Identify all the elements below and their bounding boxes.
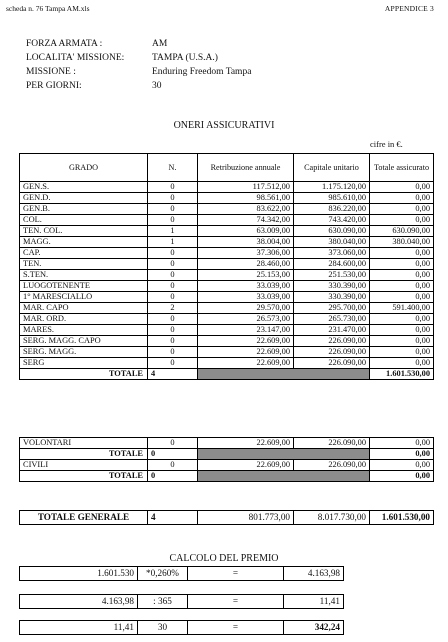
table-row bbox=[20, 281, 434, 292]
grado-cell: MAR. CAPO bbox=[20, 303, 148, 314]
capitale-cell: 380.040,00 bbox=[294, 237, 370, 248]
mission-info bbox=[26, 37, 251, 93]
file-name: scheda n. 76 Tampa AM.xls bbox=[6, 4, 90, 13]
grado-cell: SERG. MAGG. CAPO bbox=[20, 336, 148, 347]
retribuzione-cell: 23.147,00 bbox=[198, 325, 294, 336]
totale-cell: 0,00 bbox=[370, 292, 434, 303]
n-cell: 0 bbox=[148, 270, 198, 281]
grado-cell: MAR. ORD. bbox=[20, 314, 148, 325]
capitale-cell: 1.175.120,00 bbox=[294, 182, 370, 193]
info-row-localita bbox=[26, 51, 251, 65]
retribuzione-cell: 98.561,00 bbox=[198, 193, 294, 204]
capitale-cell: 295.700,00 bbox=[294, 303, 370, 314]
calc-result: 11,41 bbox=[284, 595, 344, 609]
capitale-cell: 743.420,00 bbox=[294, 215, 370, 226]
capitale-cell: 330.390,00 bbox=[294, 292, 370, 303]
total-n: 0 bbox=[148, 449, 198, 460]
total-label: TOTALE bbox=[20, 449, 148, 460]
totale-cell: 0,00 bbox=[370, 460, 434, 471]
grado-cell: S.TEN. bbox=[20, 270, 148, 281]
grado-cell: SERG. MAGG. bbox=[20, 347, 148, 358]
retribuzione-cell: 117.512,00 bbox=[198, 182, 294, 193]
header-retribuzione: Retribuzione annuale bbox=[198, 154, 294, 182]
table-row bbox=[20, 248, 434, 259]
n-cell: 0 bbox=[148, 281, 198, 292]
total-label: TOTALE bbox=[20, 369, 148, 380]
totale-cell: 0,00 bbox=[370, 358, 434, 369]
n-cell: 0 bbox=[148, 358, 198, 369]
table-row bbox=[20, 292, 434, 303]
totale-cell: 0,00 bbox=[370, 182, 434, 193]
retribuzione-cell: 83.622,00 bbox=[198, 204, 294, 215]
info-label: MISSIONE : bbox=[26, 67, 76, 77]
n-cell: 0 bbox=[148, 438, 198, 449]
info-label: PER GIORNI: bbox=[26, 81, 82, 91]
totale-cell: 0,00 bbox=[370, 325, 434, 336]
calc-equals: = bbox=[188, 567, 284, 581]
n-cell: 1 bbox=[148, 237, 198, 248]
table-row bbox=[20, 182, 434, 193]
table-row bbox=[20, 204, 434, 215]
calc-title: CALCOLO DEL PREMIO bbox=[169, 553, 279, 564]
info-value: 30 bbox=[152, 81, 162, 91]
n-cell: 0 bbox=[148, 347, 198, 358]
grado-cell: TEN. bbox=[20, 259, 148, 270]
calc-equals: = bbox=[188, 595, 284, 609]
capitale-cell: 985.610,00 bbox=[294, 193, 370, 204]
grado-cell: VOLONTARI bbox=[20, 438, 148, 449]
appendix-label: APPENDICE 3 bbox=[384, 4, 434, 13]
grado-cell: GEN.D. bbox=[20, 193, 148, 204]
n-cell: 0 bbox=[148, 314, 198, 325]
grand-total-label: TOTALE GENERALE bbox=[20, 511, 148, 525]
retribuzione-cell: 33.039,00 bbox=[198, 292, 294, 303]
shaded-cell bbox=[198, 369, 370, 380]
capitale-cell: 226.090,00 bbox=[294, 438, 370, 449]
n-cell: 0 bbox=[148, 325, 198, 336]
totale-cell: 0,00 bbox=[370, 314, 434, 325]
n-cell: 2 bbox=[148, 303, 198, 314]
n-cell: 0 bbox=[148, 336, 198, 347]
info-label: FORZA ARMATA : bbox=[26, 39, 103, 49]
total-n: 0 bbox=[148, 471, 198, 482]
retribuzione-cell: 33.039,00 bbox=[198, 281, 294, 292]
grado-cell: SERG bbox=[20, 358, 148, 369]
calc-result: 4.163,98 bbox=[284, 567, 344, 581]
totale-cell: 0,00 bbox=[370, 270, 434, 281]
info-row-missione bbox=[26, 65, 251, 79]
table-row bbox=[20, 259, 434, 270]
calc-row-2 bbox=[19, 594, 344, 609]
grado-cell: 1° MARESCIALLO bbox=[20, 292, 148, 303]
info-value: TAMPA (U.S.A.) bbox=[152, 53, 218, 63]
retribuzione-cell: 29.570,00 bbox=[198, 303, 294, 314]
totale-cell: 0,00 bbox=[370, 336, 434, 347]
grado-cell: TEN. COL. bbox=[20, 226, 148, 237]
calc-row bbox=[20, 595, 344, 609]
totale-cell: 0,00 bbox=[370, 438, 434, 449]
grand-total-row bbox=[20, 511, 434, 525]
totale-cell: 630.090,00 bbox=[370, 226, 434, 237]
table-row bbox=[20, 193, 434, 204]
totale-cell: 591.400,00 bbox=[370, 303, 434, 314]
capitale-cell: 630.090,00 bbox=[294, 226, 370, 237]
header-grado: GRADO bbox=[20, 154, 148, 182]
grand-total-capitale: 8.017.730,00 bbox=[294, 511, 370, 525]
info-label: LOCALITA' MISSIONE: bbox=[26, 53, 125, 63]
totale-cell: 0,00 bbox=[370, 193, 434, 204]
calc-operand: 4.163,98 bbox=[20, 595, 138, 609]
grand-total-retribuzione: 801.773,00 bbox=[198, 511, 294, 525]
table-row bbox=[20, 438, 434, 449]
volontari-civili-table bbox=[19, 437, 434, 482]
total-n: 4 bbox=[148, 369, 198, 380]
calc-operator: : 365 bbox=[138, 595, 188, 609]
table-row bbox=[20, 270, 434, 281]
capitale-cell: 226.090,00 bbox=[294, 358, 370, 369]
totale-cell: 0,00 bbox=[370, 248, 434, 259]
shaded-cell bbox=[198, 449, 370, 460]
n-cell: 0 bbox=[148, 292, 198, 303]
retribuzione-cell: 74.342,00 bbox=[198, 215, 294, 226]
capitale-cell: 231.470,00 bbox=[294, 325, 370, 336]
totale-cell: 0,00 bbox=[370, 215, 434, 226]
table-row bbox=[20, 460, 434, 471]
capitale-cell: 284.600,00 bbox=[294, 259, 370, 270]
grado-cell: GEN.B. bbox=[20, 204, 148, 215]
total-row bbox=[20, 369, 434, 380]
n-cell: 0 bbox=[148, 248, 198, 259]
header-totale: Totale assicurato bbox=[370, 154, 434, 182]
retribuzione-cell: 22.609,00 bbox=[198, 358, 294, 369]
grado-cell: LUOGOTENENTE bbox=[20, 281, 148, 292]
capitale-cell: 373.060,00 bbox=[294, 248, 370, 259]
n-cell: 0 bbox=[148, 182, 198, 193]
grado-cell: MAGG. bbox=[20, 237, 148, 248]
capitale-cell: 226.090,00 bbox=[294, 460, 370, 471]
info-value: Enduring Freedom Tampa bbox=[152, 67, 252, 77]
calc-operand: 1.601.530 bbox=[20, 567, 138, 581]
retribuzione-cell: 22.609,00 bbox=[198, 336, 294, 347]
retribuzione-cell: 25.153,00 bbox=[198, 270, 294, 281]
totale-cell: 380.040,00 bbox=[370, 237, 434, 248]
total-value: 1.601.530,00 bbox=[370, 369, 434, 380]
calc-row bbox=[20, 567, 344, 581]
currency-note: cifre in €. bbox=[370, 139, 403, 149]
table-header-row bbox=[20, 154, 434, 182]
calc-row-3 bbox=[19, 620, 344, 635]
calc-result: 342,24 bbox=[284, 621, 344, 635]
grado-cell: MARES. bbox=[20, 325, 148, 336]
retribuzione-cell: 22.609,00 bbox=[198, 347, 294, 358]
total-row bbox=[20, 471, 434, 482]
calc-row bbox=[20, 621, 344, 635]
header-capitale: Capitale unitario bbox=[294, 154, 370, 182]
header-n: N. bbox=[148, 154, 198, 182]
n-cell: 0 bbox=[148, 259, 198, 270]
info-value: AM bbox=[152, 39, 168, 49]
table-row bbox=[20, 347, 434, 358]
n-cell: 0 bbox=[148, 460, 198, 471]
grand-total-value: 1.601.530,00 bbox=[370, 511, 434, 525]
table-row bbox=[20, 314, 434, 325]
table-row bbox=[20, 336, 434, 347]
grand-total-n: 4 bbox=[148, 511, 198, 525]
grado-cell: GEN.S. bbox=[20, 182, 148, 193]
totale-cell: 0,00 bbox=[370, 259, 434, 270]
table-row bbox=[20, 237, 434, 248]
table-row bbox=[20, 325, 434, 336]
section-title: ONERI ASSICURATIVI bbox=[173, 120, 275, 131]
info-row-giorni bbox=[26, 79, 251, 93]
calc-operator: 30 bbox=[138, 621, 188, 635]
totale-generale-table bbox=[19, 510, 434, 525]
n-cell: 0 bbox=[148, 215, 198, 226]
total-row bbox=[20, 449, 434, 460]
total-label: TOTALE bbox=[20, 471, 148, 482]
calc-equals: = bbox=[188, 621, 284, 635]
totale-cell: 0,00 bbox=[370, 281, 434, 292]
info-row-forza-armata bbox=[26, 37, 251, 51]
retribuzione-cell: 22.609,00 bbox=[198, 438, 294, 449]
grado-cell: COL. bbox=[20, 215, 148, 226]
table-row bbox=[20, 226, 434, 237]
calc-operand: 11,41 bbox=[20, 621, 138, 635]
retribuzione-cell: 63.009,00 bbox=[198, 226, 294, 237]
calc-row-1 bbox=[19, 566, 344, 581]
retribuzione-cell: 26.573,00 bbox=[198, 314, 294, 325]
n-cell: 1 bbox=[148, 226, 198, 237]
total-value: 0,00 bbox=[370, 449, 434, 460]
table-row bbox=[20, 215, 434, 226]
insurance-table bbox=[19, 153, 434, 380]
table-row bbox=[20, 358, 434, 369]
grado-cell: CAP. bbox=[20, 248, 148, 259]
table-row bbox=[20, 303, 434, 314]
total-value: 0,00 bbox=[370, 471, 434, 482]
retribuzione-cell: 37.306,00 bbox=[198, 248, 294, 259]
capitale-cell: 265.730,00 bbox=[294, 314, 370, 325]
capitale-cell: 836.220,00 bbox=[294, 204, 370, 215]
capitale-cell: 330.390,00 bbox=[294, 281, 370, 292]
shaded-cell bbox=[198, 471, 370, 482]
capitale-cell: 226.090,00 bbox=[294, 336, 370, 347]
n-cell: 0 bbox=[148, 193, 198, 204]
calc-operator: *0,260% bbox=[138, 567, 188, 581]
retribuzione-cell: 38.004,00 bbox=[198, 237, 294, 248]
capitale-cell: 226.090,00 bbox=[294, 347, 370, 358]
n-cell: 0 bbox=[148, 204, 198, 215]
totale-cell: 0,00 bbox=[370, 347, 434, 358]
retribuzione-cell: 28.460,00 bbox=[198, 259, 294, 270]
capitale-cell: 251.530,00 bbox=[294, 270, 370, 281]
totale-cell: 0,00 bbox=[370, 204, 434, 215]
grado-cell: CIVILI bbox=[20, 460, 148, 471]
retribuzione-cell: 22.609,00 bbox=[198, 460, 294, 471]
